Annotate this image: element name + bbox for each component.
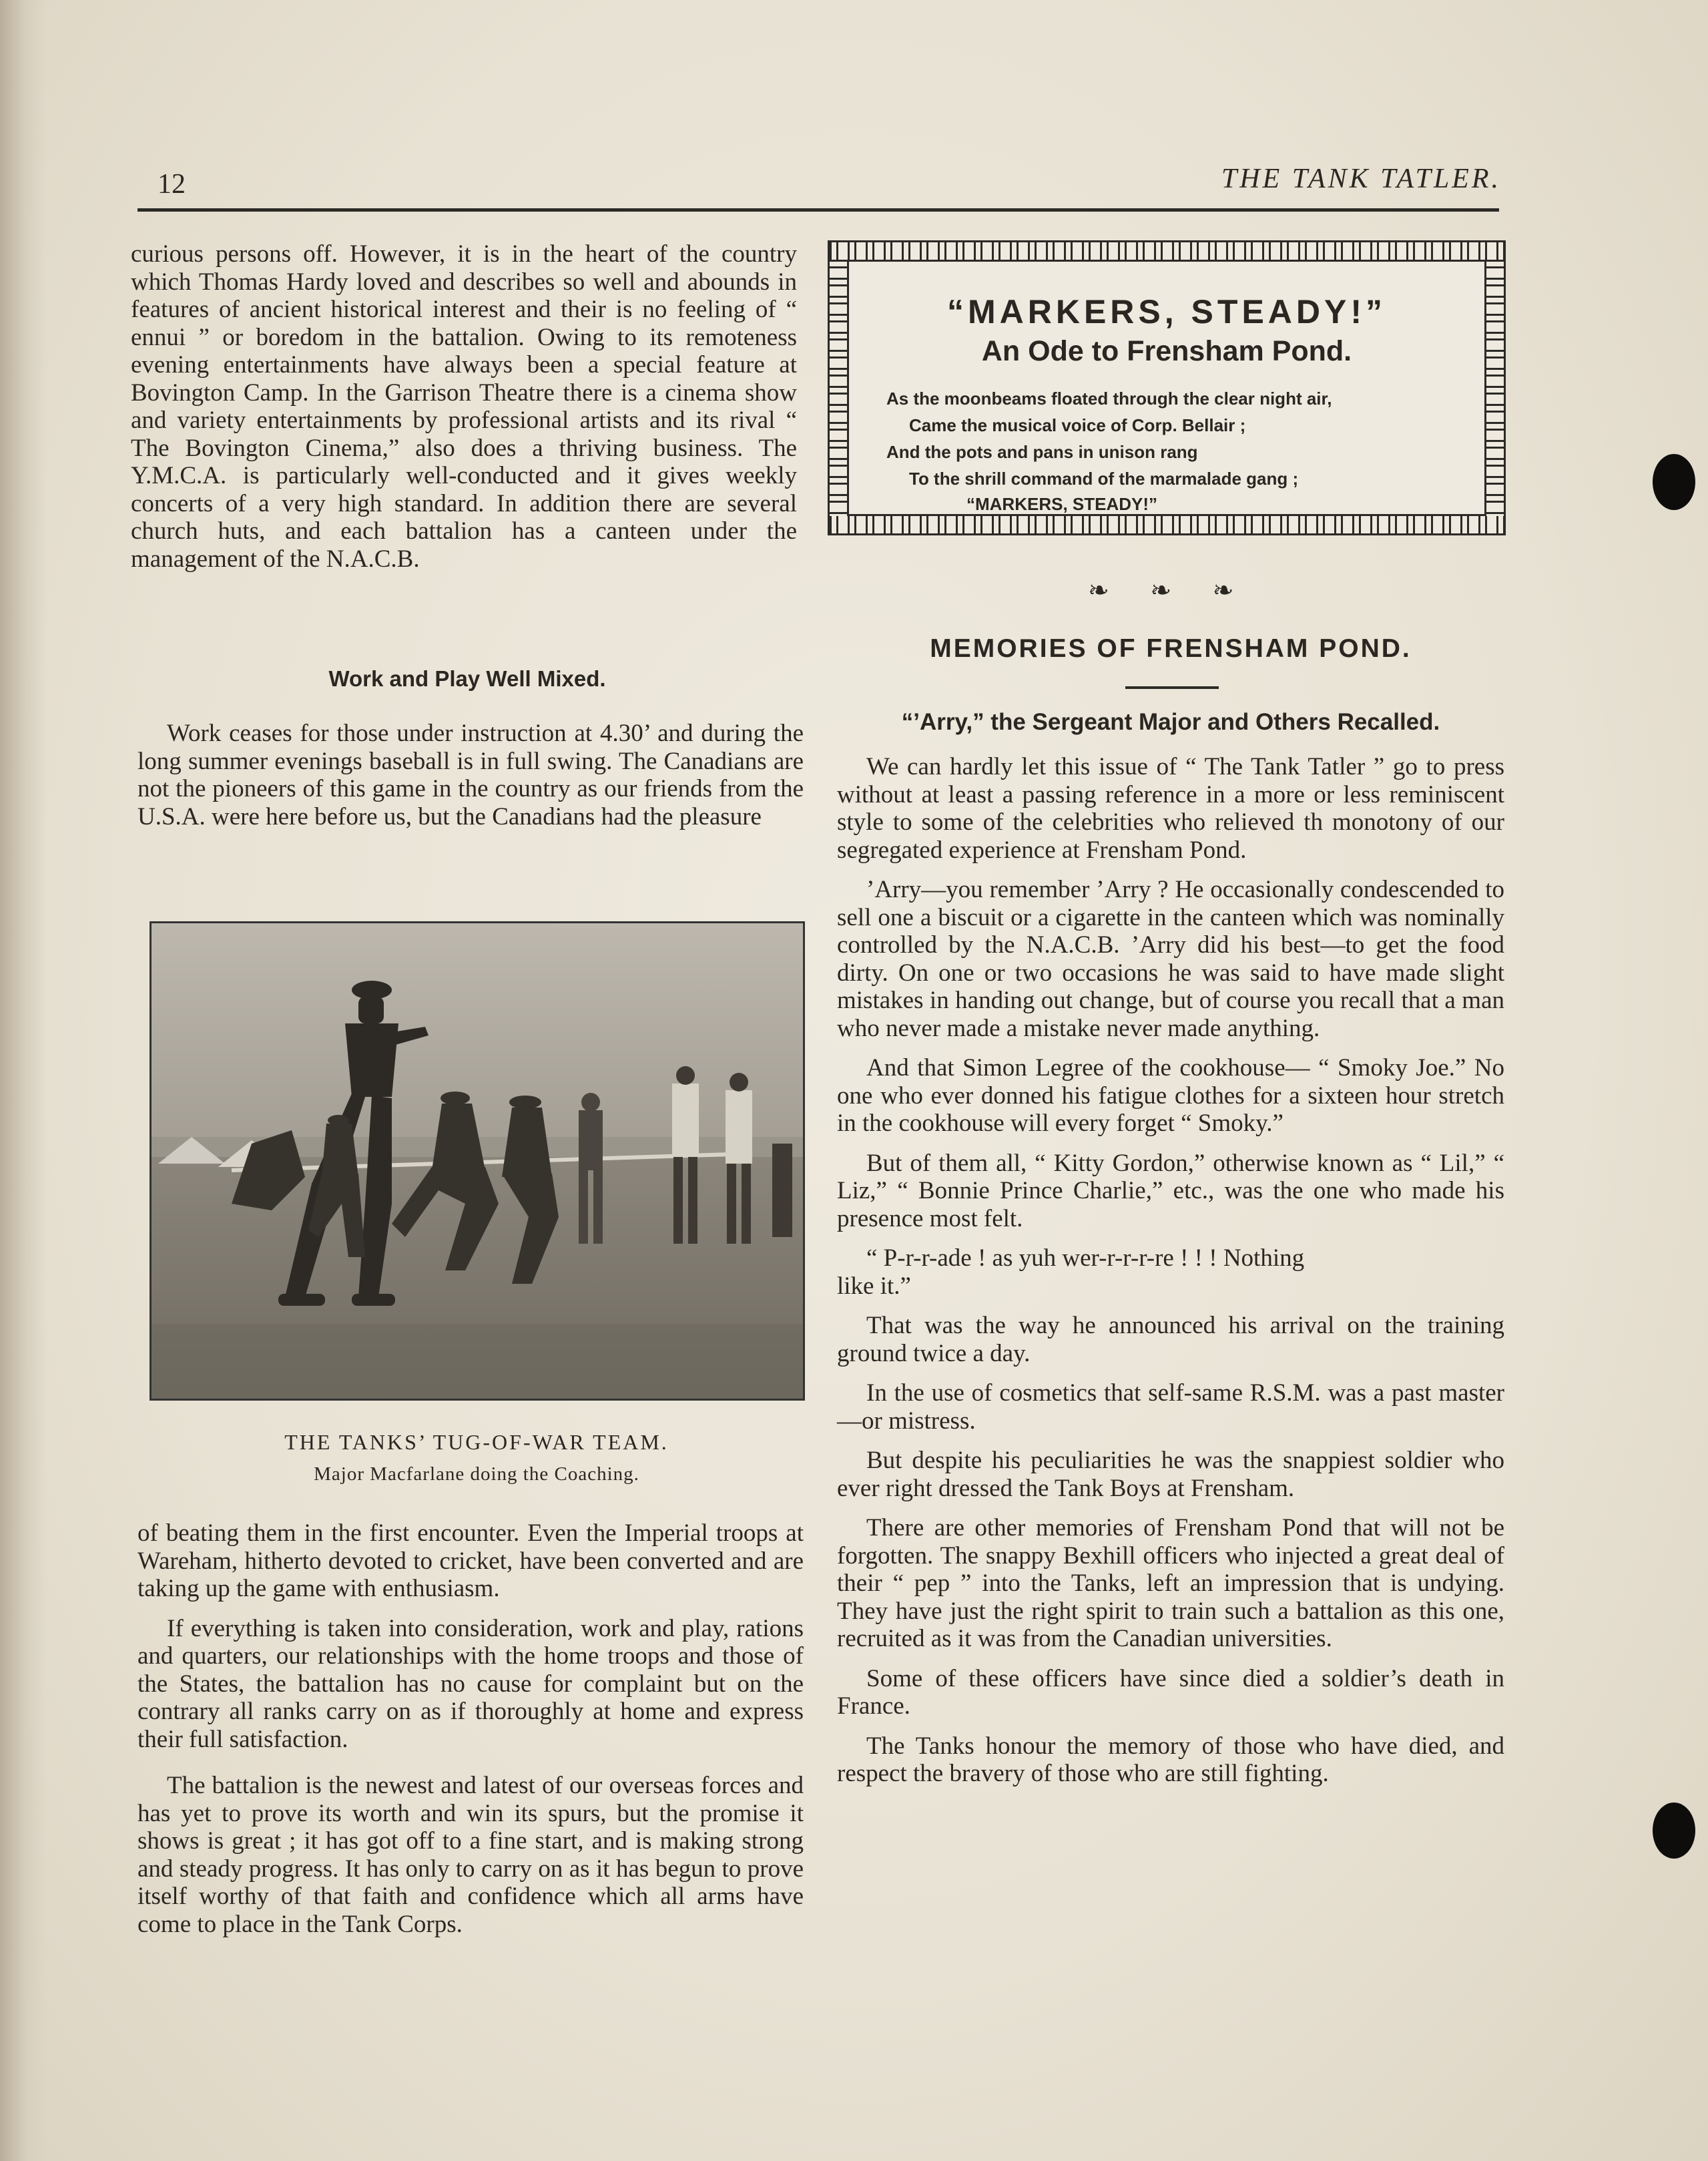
ode-subtitle: An Ode to Frensham Pond. (981, 335, 1352, 367)
ode-border-bottom (830, 516, 1504, 533)
punch-hole (1653, 454, 1695, 510)
heading-rule (1125, 686, 1219, 689)
page-spine-shadow (0, 0, 47, 2161)
header-rule (137, 208, 1499, 212)
paragraph: of beating them in the first encounter. Even the Imperial troops at Wareham, hitherto devoted to cricket, have been converted and are taking up the game with enthusiasm. (137, 1519, 804, 1602)
paragraph: Work ceases for those under instruction at 4.30’ and during the long summer evenings baseball is in full swing. The Canadians are not the pioneers of this game in the country as our friends from the U.S.A. were here before us, but the Canadians had the pleasure (137, 720, 804, 830)
left-column-bottom (137, 1519, 804, 1938)
paragraph: In the use of cosmetics that self-same R.S.M. was a past master—or mistress. (837, 1379, 1504, 1435)
ode-box (828, 240, 1506, 535)
paragraph: There are other memories of Frensham Pond that will not be forgotten. The snappy Bexhill officers who injected a great deal of their “ pep ” into the Tanks, left an impression that is undying. They have just the right spirit to train such a battalion as this one, recruited as it was from the Canadian universities. (837, 1514, 1504, 1652)
photo-caption: THE TANKS’ TUG-OF-WAR TEAM. (284, 1430, 669, 1454)
tug-of-war-photo (150, 921, 805, 1401)
ode-line: And the pots and pans in unison rang (886, 442, 1198, 462)
paragraph: Some of these officers have since died a soldier’s death in France. (837, 1664, 1504, 1720)
subheading-work-and-play: Work and Play Well Mixed. (328, 666, 606, 691)
ode-border-right (1486, 260, 1504, 516)
ode-line: As the moonbeams floated through the clear night air, (886, 389, 1332, 409)
paragraph: And that Simon Legree of the cookhouse— “ Smoky Joe.” No one who ever donned his fatigue clothes for a sixteen hour stretch in the cookhouse will every forget “ Smoky.” (837, 1054, 1504, 1137)
ode-line: “MARKERS, STEADY!” (966, 494, 1158, 514)
photo-subcaption: Major Macfarlane doing the Coaching. (314, 1463, 639, 1485)
ode-line: Came the musical voice of Corp. Bellair ; (909, 415, 1246, 435)
ode-title: “MARKERS, STEADY!” (946, 293, 1387, 330)
running-title: THE TANK TATLER. (1221, 164, 1501, 194)
article-heading: MEMORIES OF FRENSHAM POND. (930, 634, 1412, 663)
ornament-divider: ❧ ❧ ❧ (1088, 577, 1251, 605)
paragraph: curious persons off. However, it is in the heart of the country which Thomas Hardy loved and describes so well and abounds in features of ancient historical interest and their is no feeling of “ ennui ” or boredom in the battalion. Owing to its remoteness evening entertainments have always been a special feature at Bovington Camp. In the Garrison Theatre there is a cinema show and variety entertainments by professional artists and its rival “ The Bovington Cinema,” also does a thriving business. The Y.M.C.A. is particularly well-conducted and it gives weekly concerts of a very high standard. In addition there are several church huts, and each battalion has a canteen under the management of the N.A.C.B. (131, 240, 797, 573)
right-column (837, 753, 1504, 1800)
left-column-middle (137, 720, 804, 830)
ode-border-left (830, 260, 847, 516)
ode-inner (847, 260, 1486, 516)
paragraph: That was the way he announced his arrival on the training ground twice a day. (837, 1312, 1504, 1367)
article-subheading: “’Arry,” the Sergeant Major and Others Recalled. (901, 709, 1440, 735)
paragraph: The battalion is the newest and latest of our overseas forces and has yet to prove its worth and win its spurs, but the promise it shows is great ; it has got off to a fine start, and is making strong and steady progress. It has only to carry on as it has begun to prove itself worthy of that faith and confidence which all arms have come to place in the Tank Corps. (137, 1772, 804, 1938)
paragraph: But of them all, “ Kitty Gordon,” otherwise known as “ Lil,” “ Liz,” “ Bonnie Prince Charlie,” etc., was the one who made his presence most felt. (837, 1149, 1504, 1232)
paragraph: If everything is taken into consideration, work and play, rations and quarters, our relationships with the home troops and those of the States, the battalion has no cause for complaint but on the contrary all ranks carry on as if thoroughly at home and express their full satisfaction. (137, 1614, 804, 1753)
paragraph: “ P-r-r-ade ! as yuh wer-r-r-r-re ! ! ! Nothing (866, 1244, 1305, 1272)
left-column-top (131, 240, 797, 573)
ode-line: To the shrill command of the marmalade gang ; (909, 469, 1299, 489)
paragraph: like it.” (837, 1272, 911, 1300)
paragraph: But despite his peculiarities he was the snappiest soldier who ever right dressed the Tank Boys at Frensham. (837, 1447, 1504, 1502)
page-number: 12 (158, 169, 186, 200)
punch-hole (1653, 1803, 1695, 1859)
paragraph: We can hardly let this issue of “ The Tank Tatler ” go to press without at least a passing reference in a more or less reminiscent style to some of the celebrities who relieved th monotony of our segregated experience at Frensham Pond. (837, 753, 1504, 864)
paragraph: ’Arry—you remember ’Arry ? He occasionally condescended to sell one a biscuit or a cigarette in the canteen which was nominally controlled by the N.A.C.B. ’Arry did his best—to get the food dirty. On one or two occasions he was said to have made slight mistakes in handing out change, but of course you recall that a man who never made a mistake never made anything. (837, 876, 1504, 1042)
paragraph: The Tanks honour the memory of those who have died, and respect the bravery of those who are still fighting. (837, 1732, 1504, 1787)
